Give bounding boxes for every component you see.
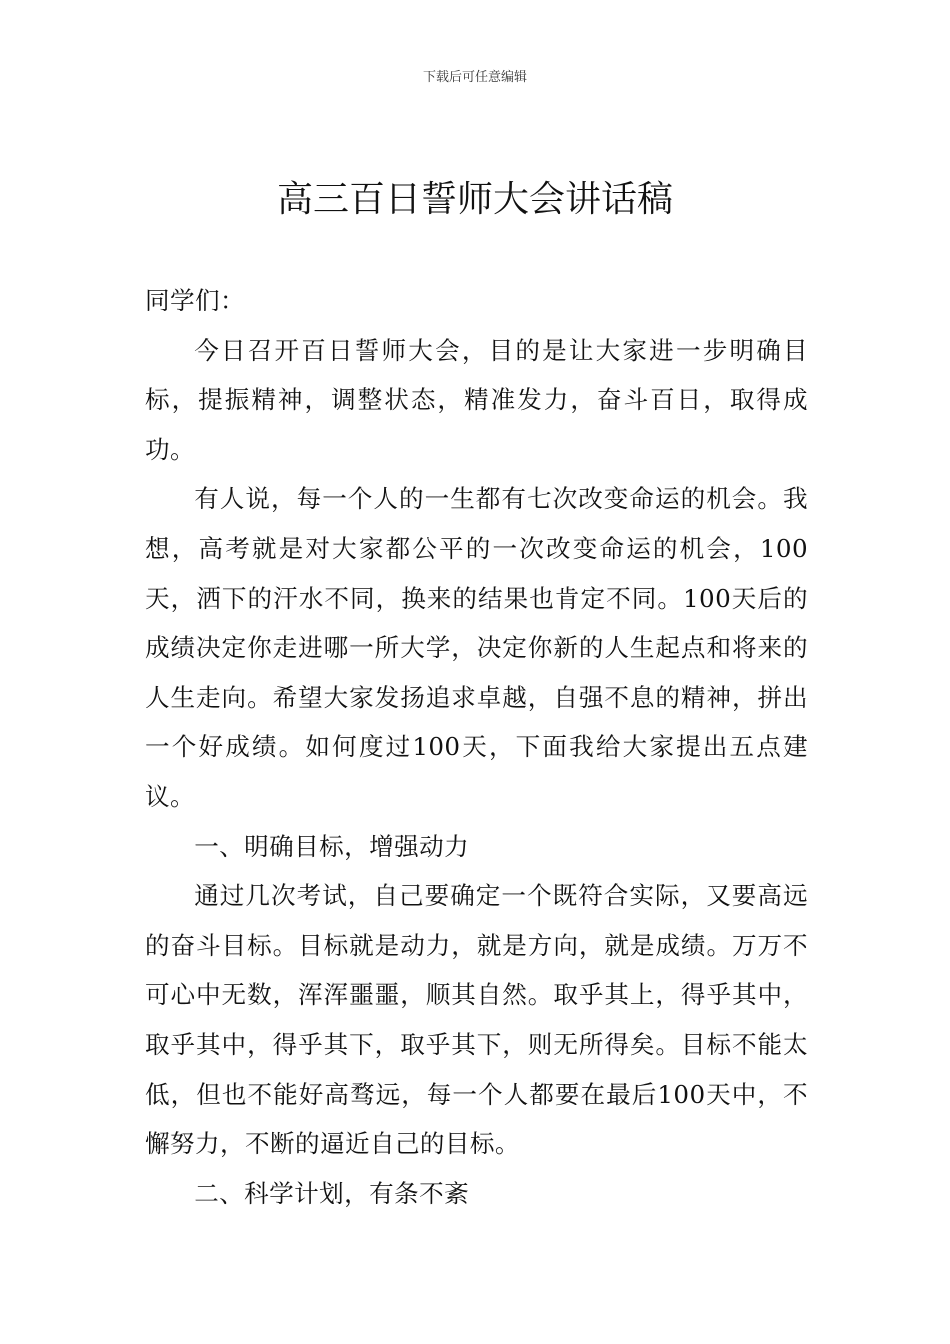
- section-heading-2: 二、科学计划，有条不紊: [194, 1178, 470, 1208]
- section-heading-1: 一、明确目标，增强动力: [194, 831, 470, 861]
- document-title: 高三百日誓师大会讲话稿: [276, 179, 673, 220]
- header-note: 下载后可任意编辑: [422, 70, 527, 85]
- document-body: [145, 276, 808, 1218]
- paragraph-goals: 通过几次考试，自己要确定一个既符合实际，又要高远的奋斗目标。目标就是动力，就是方向，就是成绩。万万不可心中无数，浑浑噩噩，顺其自然。取乎其上，得乎其中，取乎其中，得乎其下，取乎其下，则无所得矣。目标不能太低，但也不能好高骛远，每一个人都要在最后100天中，不懈努力，不断的逼近自己的目标。: [145, 881, 808, 1159]
- paragraph-intro: 今日召开百日誓师大会，目的是让大家进一步明确目标，提振精神，调整状态，精准发力，奋斗百日，取得成功。: [145, 335, 808, 464]
- salutation: 同学们：: [145, 286, 245, 315]
- paragraph-opportunity: 有人说，每一个人的一生都有七次改变命运的机会。我想，高考就是对大家都公平的一次改变命运的机会，100天，洒下的汗水不同，换来的结果也肯定不同。100天后的成绩决定你走进哪一所大学，决定你新的人生起点和将来的人生走向。希望大家发扬追求卓越，自强不息的精神，拼出一个好成绩。如何度过100天，下面我给大家提出五点建议。: [145, 484, 808, 811]
